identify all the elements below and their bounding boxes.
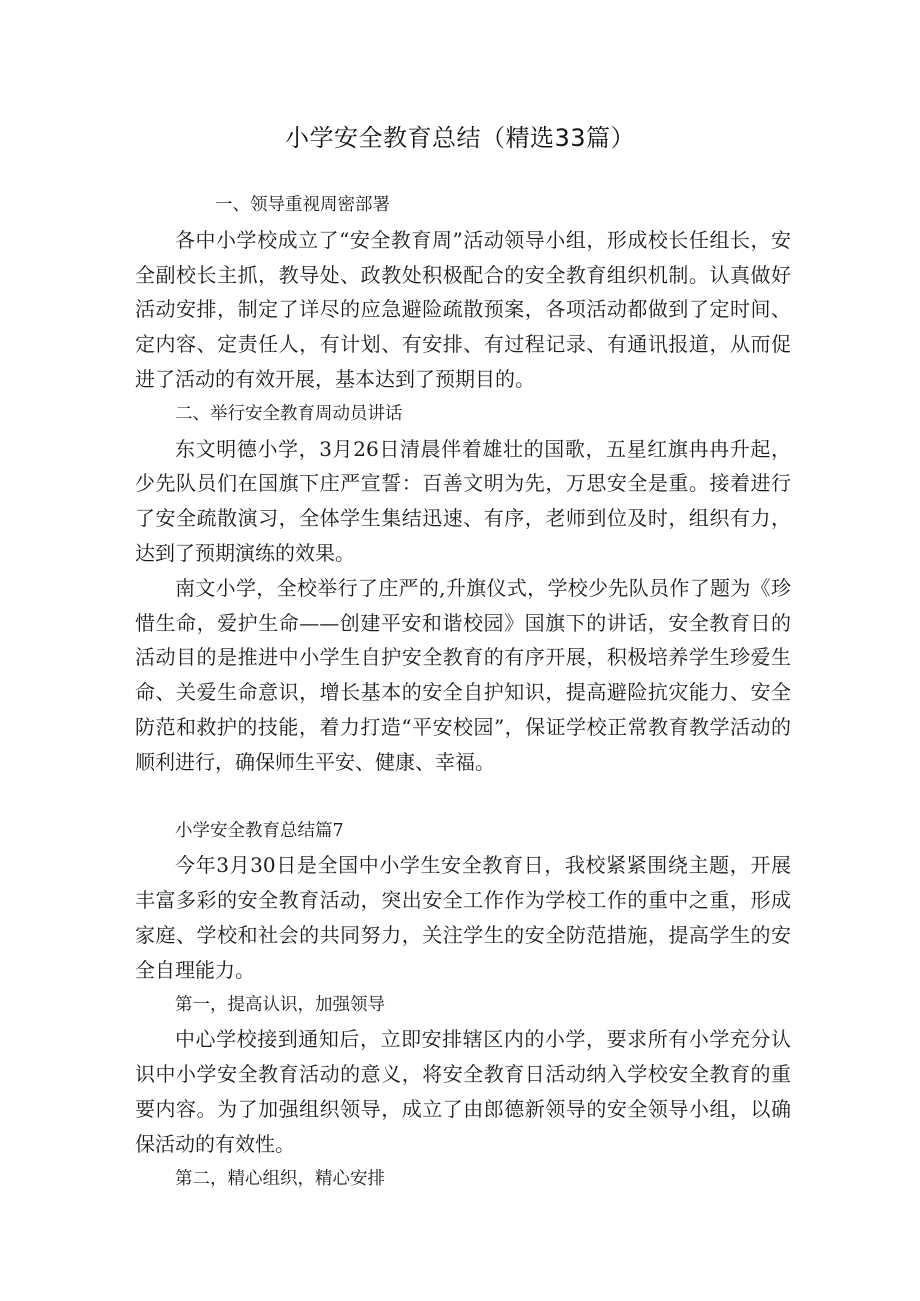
- paragraph-5: 中心学校接到通知后，立即安排辖区内的小学，要求所有小学充分认识中小学安全教育活动的意义，将安全教育日活动纳入学校安全教育的重要内容。为了加强组织领导，成立了由郎德新领导的安全领导小组，以确保活动的有效性。: [135, 1027, 791, 1156]
- paragraph-4: 今年3月30日是全国中小学生安全教育日，我校紧紧围绕主题，开展丰富多彩的安全教育活动，突出安全工作作为学校工作的重中之重，形成家庭、学校和社会的共同努力，关注学生的安全防范措施，提高学生的安全自理能力。: [135, 853, 791, 982]
- paragraph-3: 南文小学，全校举行了庄严的,升旗仪式，学校少先队员作了题为《珍惜生命，爱护生命——创建平安和谐校园》国旗下的讲话，安全教育日的活动目的是推进中小学生自护安全教育的有序开展，积极培养学生珍爱生命、关爱生命意识，增长基本的安全自护知识，提高避险抗灾能力、安全防范和救护的技能，着力打造“平安校园”，保证学校正常教育教学活动的顺利进行，确保师生平安、健康、幸福。: [135, 575, 791, 774]
- article-heading: 小学安全教育总结篇7: [175, 820, 344, 841]
- document-body: [135, 188, 791, 1196]
- paragraph-1: 各中小学校成立了“安全教育周”活动领导小组，形成校长任组长，安全副校长主抓，教导处、政教处积极配合的安全教育组织机制。认真做好活动安排，制定了详尽的应急避险疏散预案，各项活动都做到了定时间、定内容、定责任人，有计划、有安排、有过程记录、有通讯报道，从而促进了活动的有效开展，基本达到了预期目的。: [135, 227, 791, 391]
- document-title: 小学安全教育总结（精选33篇）: [284, 124, 636, 152]
- section-gap: [135, 780, 791, 814]
- section-heading-2: 二、举行安全教育周动员讲话: [175, 403, 403, 424]
- subheading-2: 第二，精心组织，精心安排: [175, 1168, 385, 1189]
- subheading-1: 第一，提高认识，加强领导: [175, 994, 385, 1015]
- section-heading-1: 一、领导重视周密部署: [215, 195, 390, 215]
- paragraph-2: 东文明德小学，3月26日清晨伴着雄壮的国歌，五星红旗冉冉升起，少先队员们在国旗下庄严宣誓：百善文明为先，万思安全是重。接着进行了安全疏散演习，全体学生集结迅速、有序，老师到位及时，组织有力，达到了预期演练的效果。: [135, 436, 791, 565]
